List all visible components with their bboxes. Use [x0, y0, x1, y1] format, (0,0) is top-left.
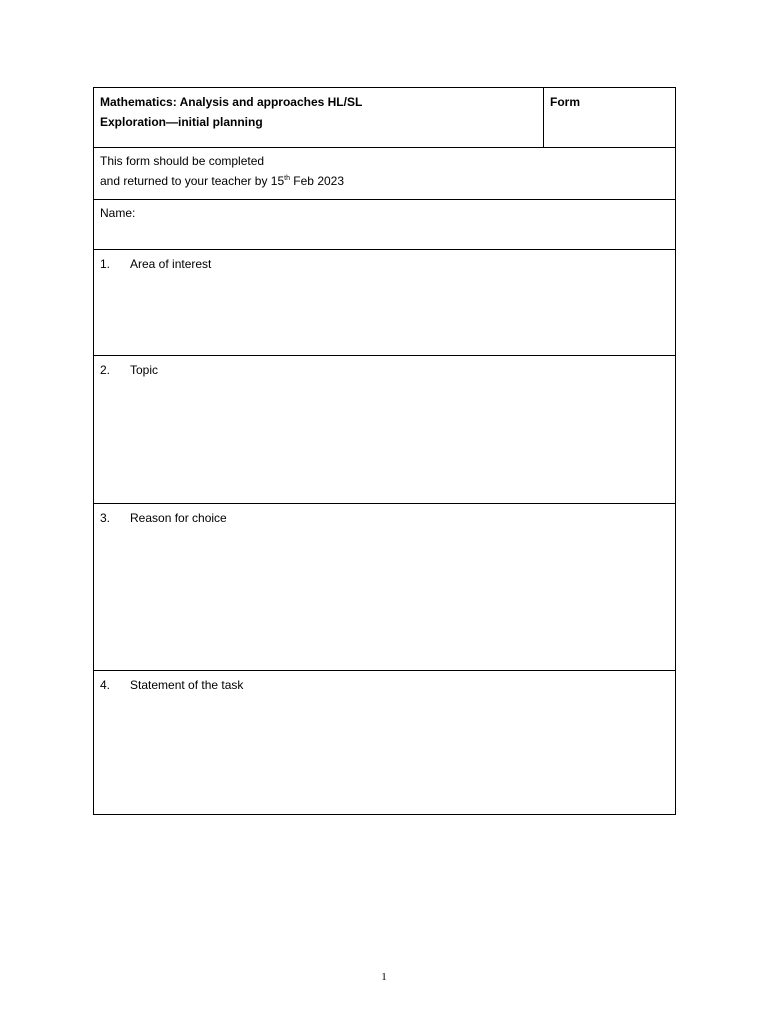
section-title: Area of interest: [130, 257, 212, 271]
section-number: 4.: [100, 678, 111, 692]
section-number: 1.: [100, 257, 111, 271]
form-label-cell: [544, 88, 675, 147]
section-area-of-interest[interactable]: [94, 250, 675, 356]
section-title: Reason for choice: [130, 511, 227, 525]
instructions-ordinal-suffix: th: [284, 175, 290, 182]
section-number: 2.: [100, 363, 111, 377]
name-label: Name:: [100, 206, 136, 220]
form-title-subtitle: Exploration—initial planning: [100, 115, 263, 129]
name-row[interactable]: [94, 200, 675, 250]
page-number: 1: [381, 971, 387, 983]
form-title-course: Mathematics: Analysis and approaches HL/SL: [100, 95, 363, 109]
section-title: Statement of the task: [130, 678, 244, 692]
form-title-cell: [94, 88, 544, 147]
section-number: 3.: [100, 511, 111, 525]
instructions-row: [94, 148, 675, 200]
section-reason-for-choice[interactable]: [94, 504, 675, 671]
section-title: Topic: [130, 363, 159, 377]
form-label: Form: [550, 95, 580, 109]
section-topic[interactable]: [94, 356, 675, 504]
exploration-planning-form: [93, 87, 676, 815]
instructions-deadline-month-year: Feb 2023: [289, 174, 345, 188]
form-header-row: [94, 88, 675, 148]
section-statement-of-task[interactable]: [94, 671, 675, 814]
instructions-line-1: This form should be completed: [100, 154, 265, 168]
instructions-line-2: [100, 174, 344, 188]
instructions-deadline-text: and returned to your teacher by 15: [100, 174, 285, 188]
